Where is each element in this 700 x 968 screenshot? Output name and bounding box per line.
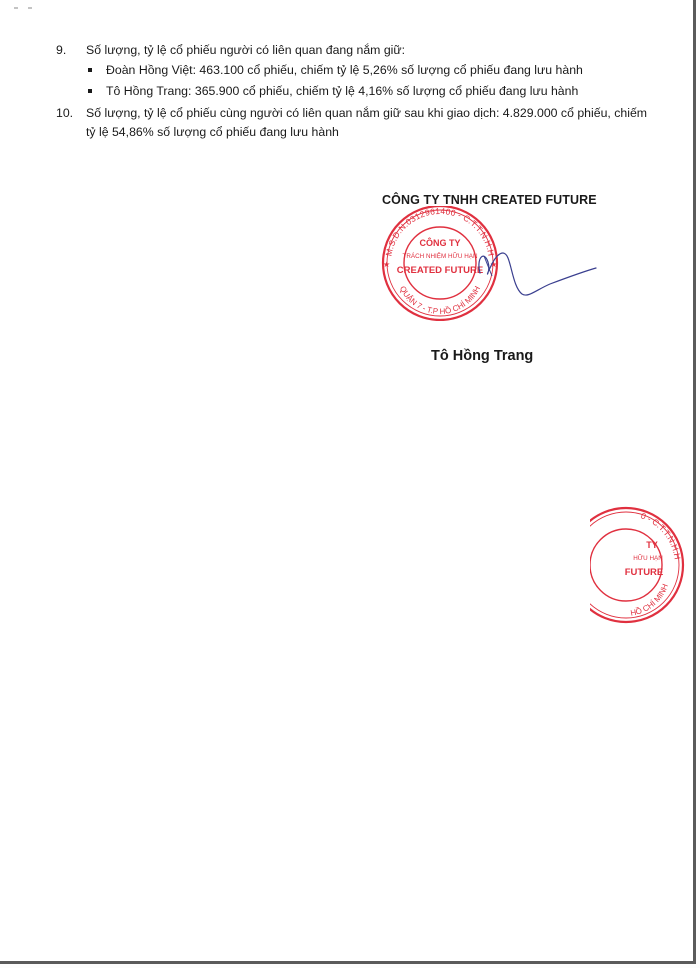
seal-outer-text: M.S.D.N:0312961400 - C.T.T.N.H.H xyxy=(383,206,497,257)
edge-seal-line-1: TY xyxy=(646,540,658,550)
company-name: CÔNG TY TNHH CREATED FUTURE xyxy=(382,193,597,207)
bullet-text: Tô Hồng Trang: 365.900 cổ phiếu, chiếm tỷ lệ 4,16% số lượng cổ phiếu đang lưu hành xyxy=(106,84,579,98)
seal-bottom-text: QUẬN 7 - T.P HỒ CHÍ MINH xyxy=(397,284,483,317)
bullet-icon xyxy=(88,89,92,93)
item-text: Số lượng, tỷ lệ cổ phiếu người có liên quan đang nắm giữ: xyxy=(86,43,406,57)
edge-seal-outer-text: 0 - C.T.T.N.H.H xyxy=(639,510,683,561)
bullet-icon xyxy=(88,68,92,72)
handwritten-signature xyxy=(470,228,605,303)
page-edge-seal xyxy=(590,500,696,630)
edge-seal-line-2: HỮU HẠN xyxy=(633,555,663,562)
edge-seal-bottom-text: HỒ CHÍ MINH xyxy=(629,582,670,618)
item-number: 10. xyxy=(56,106,74,120)
svg-text:★: ★ xyxy=(383,260,391,269)
edge-seal-line-3: FUTURE xyxy=(624,567,664,578)
scan-mark xyxy=(14,6,34,10)
svg-text:★: ★ xyxy=(490,260,498,269)
bullet-text: Đoàn Hồng Việt: 463.100 cổ phiếu, chiếm tỷ lệ 5,26% số lượng cổ phiếu đang lưu hành xyxy=(106,63,583,77)
item-text: Số lượng, tỷ lệ cổ phiếu cùng người có liên quan nắm giữ sau khi giao dịch: 4.829.000 cổ phiếu, chiếm tỷ lệ 54,86% số lượng cổ phiếu đang lưu hành xyxy=(86,106,648,139)
seal-line-3: CREATED FUTURE xyxy=(396,265,484,276)
item-number: 9. xyxy=(56,43,67,57)
signer-name: Tô Hồng Trang xyxy=(431,348,534,364)
seal-line-2: TRÁCH NHIỆM HỮU HẠN xyxy=(402,253,478,260)
seal-line-1: CÔNG TY xyxy=(419,238,461,248)
